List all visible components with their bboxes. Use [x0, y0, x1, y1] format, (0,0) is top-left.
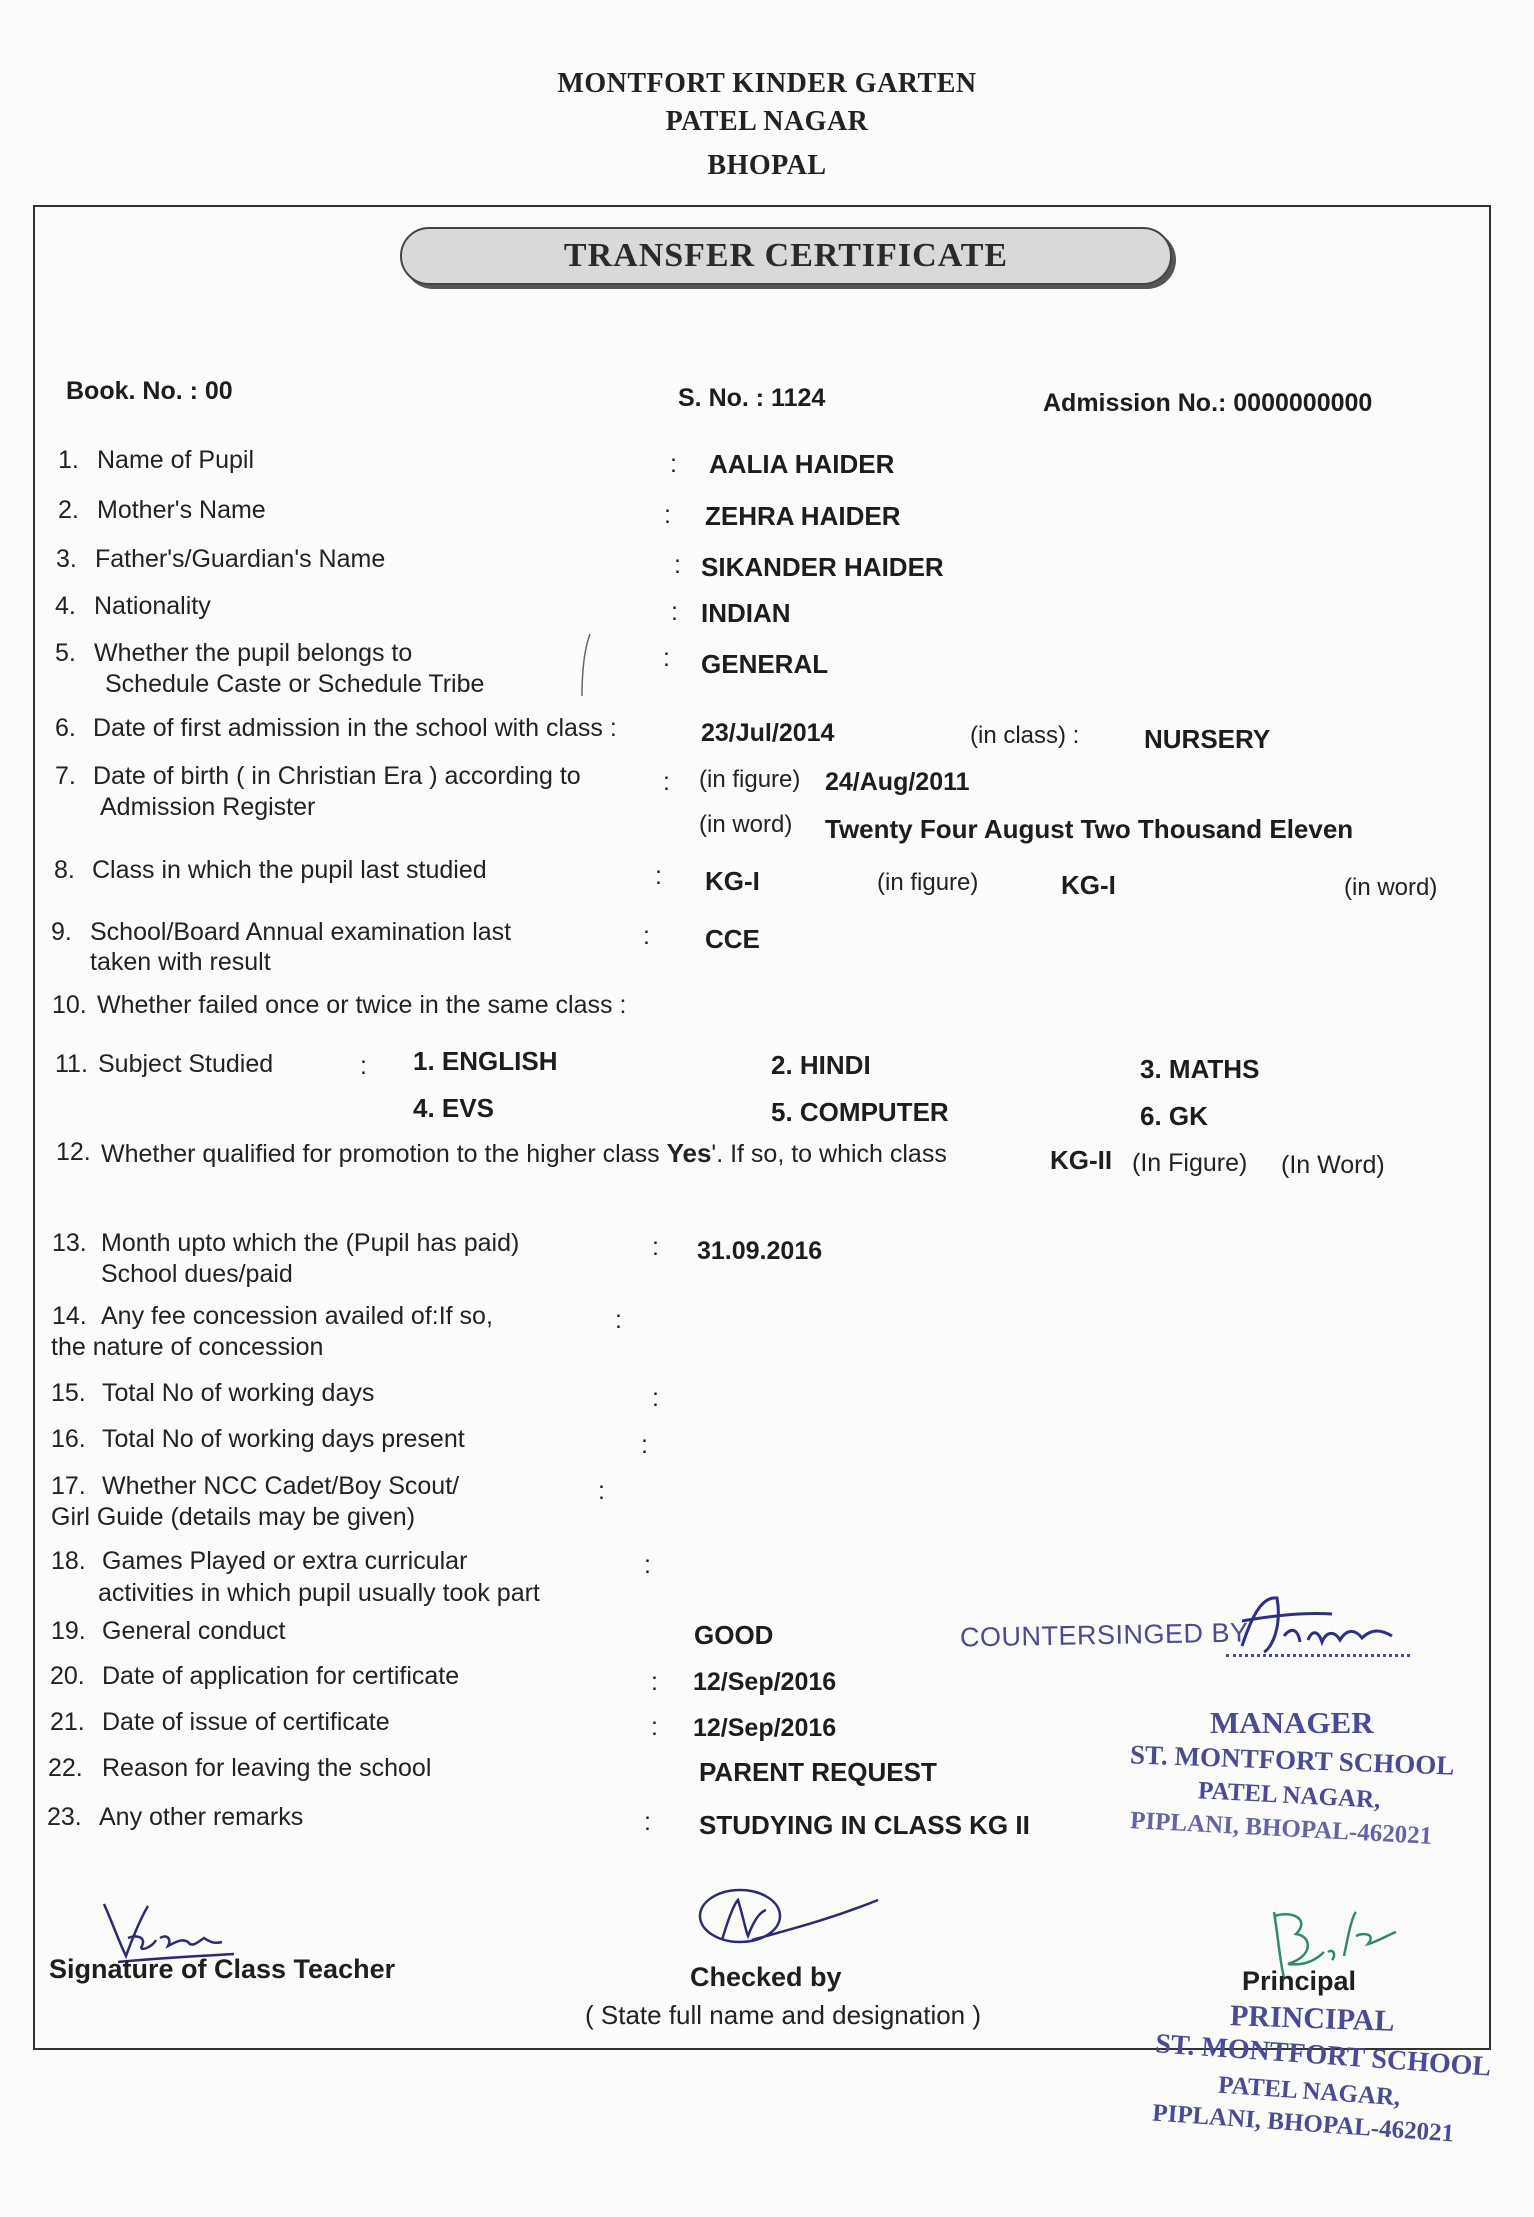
checker-signature [688, 1880, 888, 1960]
field-21-label: Date of issue of certificate [102, 1708, 390, 1736]
field-3-value: SIKANDER HAIDER [701, 552, 944, 582]
field-22-value: PARENT REQUEST [699, 1757, 937, 1787]
colon: : [615, 1306, 622, 1334]
field-21-num: 21. [50, 1708, 85, 1736]
colon: : [598, 1477, 605, 1505]
countersigned-stamp: COUNTERSINGED BY [959, 1617, 1249, 1653]
manager-stamp-title: MANAGER [1210, 1705, 1374, 1740]
field-13-value: 31.09.2016 [697, 1237, 823, 1265]
colon: : [641, 1431, 648, 1459]
principal-stamp-title: PRINCIPAL [1229, 1999, 1395, 2038]
colon: : [652, 1384, 659, 1412]
colon: : [651, 1713, 658, 1741]
field-3-num: 3. [56, 545, 77, 573]
colon: : [670, 450, 677, 478]
countersign-signature [1222, 1586, 1402, 1666]
field-9-label-line2: taken with result [90, 948, 271, 976]
field-8-word-tag: (in word) [1344, 874, 1438, 901]
field-7-figure-tag: (in figure) [699, 766, 801, 793]
field-9-num: 9. [51, 918, 72, 946]
field-1-num: 1. [58, 446, 79, 474]
field-8-label: Class in which the pupil last studied [92, 856, 487, 884]
subject: 4. EVS [413, 1093, 494, 1123]
field-16-label: Total No of working days present [102, 1425, 465, 1453]
field-22-label: Reason for leaving the school [102, 1754, 432, 1782]
field-13-label: Month upto which the (Pupil has paid) [101, 1229, 520, 1257]
field-5-label: Whether the pupil belongs to [94, 639, 413, 667]
field-7-label: Date of birth ( in Christian Era ) according to [93, 762, 581, 790]
field-6-label: Date of first admission in the school with class : [93, 714, 617, 742]
field-2-num: 2. [58, 496, 79, 524]
field-10-label: Whether failed once or twice in the same class : [97, 991, 627, 1019]
manager-stamp-city: PIPLANI, BHOPAL-462021 [1129, 1807, 1433, 1850]
field-12-label [101, 1138, 947, 1169]
admission-no: Admission No.: 0000000000 [1043, 389, 1373, 417]
subject: 2. HINDI [771, 1050, 871, 1080]
field-12-figure-tag: (In Figure) [1132, 1149, 1248, 1177]
subject: 3. MATHS [1140, 1054, 1260, 1084]
colon: : [643, 922, 650, 950]
serial-no: S. No. : 1124 [678, 384, 826, 412]
field-12-label-tail: '. If so, to which class [711, 1140, 947, 1168]
field-3-label: Father's/Guardian's Name [95, 545, 386, 573]
principal-label: Principal [1242, 1966, 1357, 1996]
colon: : [674, 551, 681, 579]
colon: : [663, 644, 670, 672]
field-5-num: 5. [55, 639, 76, 667]
field-7-word-tag: (in word) [699, 811, 793, 838]
manager-stamp-area: PATEL NAGAR, [1197, 1777, 1382, 1814]
principal-stamp-area: PATEL NAGAR, [1217, 2071, 1402, 2112]
field-5-label-line2: Schedule Caste or Schedule Tribe [105, 670, 485, 698]
field-22-num: 22. [48, 1754, 83, 1782]
colon: : [651, 1668, 658, 1696]
checked-by-label: Checked by [690, 1962, 842, 1992]
field-12-num: 12. [56, 1138, 91, 1166]
manager-stamp-school: ST. MONTFORT SCHOOL [1129, 1739, 1455, 1781]
field-15-label: Total No of working days [102, 1379, 375, 1407]
field-9-value: CCE [705, 924, 760, 954]
checked-by-note: ( State full name and designation ) [585, 2000, 982, 2030]
field-14-label-line2: the nature of concession [51, 1333, 324, 1361]
field-18-label-line2: activities in which pupil usually took part [98, 1579, 540, 1607]
colon: : [644, 1808, 651, 1836]
field-14-label: Any fee concession availed of:If so, [101, 1302, 493, 1330]
field-6-num: 6. [55, 714, 76, 742]
field-20-value: 12/Sep/2016 [693, 1668, 837, 1696]
field-12-value: KG-II [1050, 1145, 1113, 1175]
field-23-label: Any other remarks [99, 1803, 304, 1831]
field-19-label: General conduct [102, 1617, 286, 1645]
field-2-label: Mother's Name [97, 496, 266, 524]
field-4-label: Nationality [94, 592, 211, 620]
colon: : [671, 598, 678, 626]
field-11-num: 11. [55, 1050, 88, 1078]
field-12-yes: Yes [666, 1138, 712, 1168]
school-city: BHOPAL [707, 150, 827, 181]
field-17-num: 17. [51, 1472, 86, 1500]
subject: 6. GK [1140, 1101, 1208, 1131]
field-10-num: 10. [52, 991, 87, 1019]
colon: : [644, 1551, 651, 1579]
field-7-label-line2: Admission Register [100, 793, 316, 821]
certificate-title: TRANSFER CERTIFICATE [563, 237, 1009, 274]
field-20-label: Date of application for certificate [102, 1662, 460, 1690]
pen-mark [576, 630, 596, 700]
field-6-class-tag: (in class) : [970, 722, 1080, 749]
school-area: PATEL NAGAR [665, 106, 869, 137]
field-2-value: ZEHRA HAIDER [705, 501, 901, 531]
field-19-num: 19. [51, 1617, 86, 1645]
colon: : [655, 862, 662, 890]
field-14-num: 14. [52, 1302, 87, 1330]
field-12-label-text: Whether qualified for promotion to the higher class [101, 1140, 660, 1168]
field-6-class-value: NURSERY [1144, 724, 1271, 754]
subject: 5. COMPUTER [771, 1097, 949, 1127]
field-13-label-line2: School dues/paid [101, 1260, 293, 1288]
school-name: MONTFORT KINDER GARTEN [557, 68, 977, 99]
field-23-value: STUDYING IN CLASS KG II [699, 1810, 1030, 1840]
field-19-value: GOOD [694, 1620, 774, 1650]
field-17-label: Whether NCC Cadet/Boy Scout/ [102, 1472, 460, 1500]
subject: 1. ENGLISH [413, 1046, 558, 1076]
field-21-value: 12/Sep/2016 [693, 1714, 837, 1742]
field-1-label: Name of Pupil [97, 446, 255, 474]
field-16-num: 16. [51, 1425, 86, 1453]
field-4-num: 4. [55, 592, 76, 620]
colon: : [360, 1052, 367, 1080]
field-12-word-tag: (In Word) [1281, 1151, 1385, 1179]
field-7-word-value: Twenty Four August Two Thousand Eleven [825, 814, 1354, 844]
field-8-num: 8. [54, 856, 75, 884]
field-20-num: 20. [50, 1662, 85, 1690]
colon: : [652, 1233, 659, 1261]
field-7-figure-value: 24/Aug/2011 [825, 768, 970, 796]
field-11-label: Subject Studied [98, 1050, 274, 1078]
colon: : [663, 768, 670, 796]
principal-stamp-city: PIPLANI, BHOPAL-462021 [1151, 2099, 1455, 2148]
field-13-num: 13. [52, 1229, 87, 1257]
field-8-word-value: KG-I [1061, 870, 1116, 900]
field-8-figure-value: KG-I [705, 866, 760, 896]
field-18-label: Games Played or extra curricular [102, 1547, 468, 1575]
teacher-signature-label: Signature of Class Teacher [49, 1954, 396, 1984]
principal-stamp-school: ST. MONTFORT SCHOOL [1154, 2028, 1493, 2083]
field-4-value: INDIAN [701, 598, 791, 628]
field-5-value: GENERAL [701, 649, 829, 679]
field-9-label: School/Board Annual examination last [90, 918, 512, 946]
field-15-num: 15. [51, 1379, 86, 1407]
field-7-num: 7. [55, 762, 76, 790]
book-no: Book. No. : 00 [66, 377, 233, 405]
field-23-num: 23. [47, 1803, 82, 1831]
field-1-value: AALIA HAIDER [709, 449, 895, 479]
colon: : [664, 501, 671, 529]
field-6-value: 23/Jul/2014 [701, 719, 835, 747]
field-17-label-line2: Girl Guide (details may be given) [51, 1503, 416, 1531]
field-8-figure-tag: (in figure) [877, 869, 979, 896]
field-18-num: 18. [51, 1547, 86, 1575]
